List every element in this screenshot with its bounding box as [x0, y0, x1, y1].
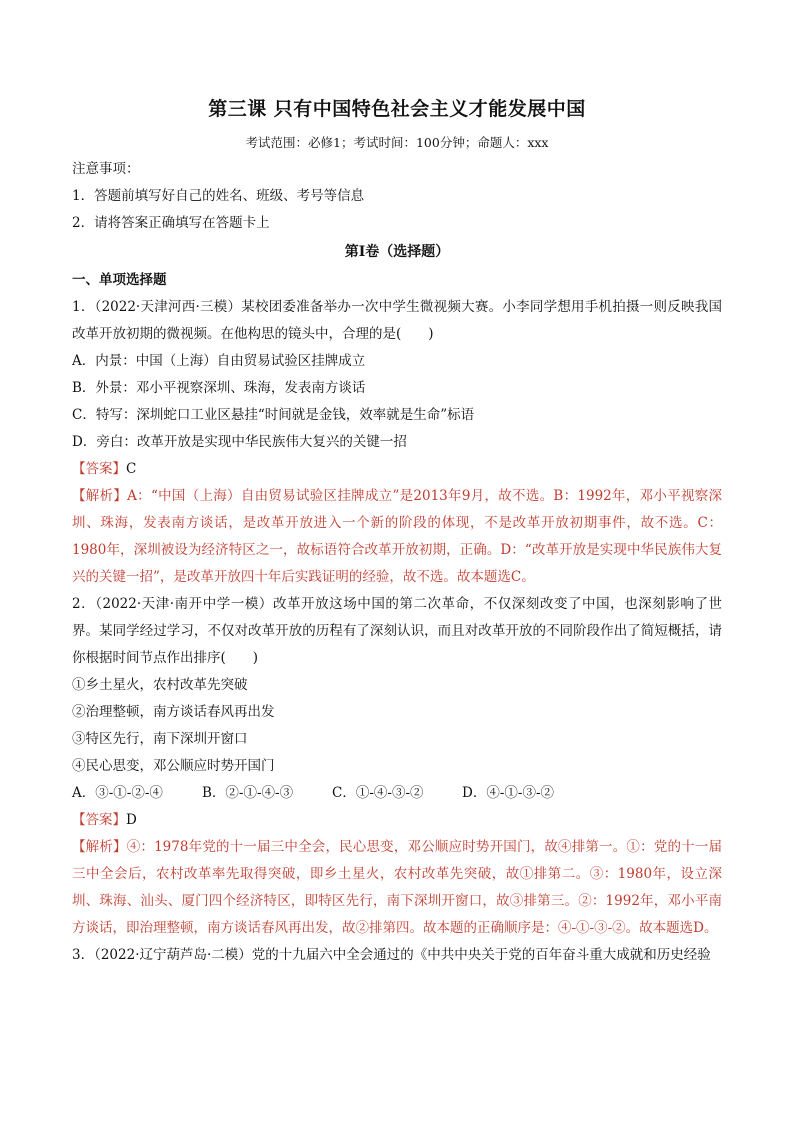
question-2-stem: 2．（2022·天津·南开中学一模）改革开放这场中国的第二次革命，不仅深刻改变了中国，也深刻影响了世界。某同学经过学习，不仅对改革开放的历程有了深刻认识，而且对改革开放的不同阶段作出了简短概括，请你根据时间节点作出排序( )	[72, 596, 722, 666]
question-1-stem: 1．（2022·天津河西·三模）某校团委准备举办一次中学生微视频大赛。小李同学想用手机拍摄一则反映我国改革开放初期的微视频。在他构思的镜头中，合理的是( )	[72, 299, 722, 342]
question-2-item: ③特区先行，南下深圳开窗口	[72, 731, 248, 747]
question-2-analysis	[72, 834, 722, 942]
analysis-label: 【解析】	[72, 839, 127, 855]
question-1-option-d: D．旁白：改革开放是实现中华民族伟大复兴的关键一招	[72, 434, 407, 450]
part-heading: 一、单项选择题	[72, 272, 167, 288]
document-title: 第三课 只有中国特色社会主义才能发展中国	[208, 98, 586, 120]
analysis-text: A：“中国（上海）自由贸易试验区挂牌成立”是2013年9月，故不选。B：1992年，邓小平视察深圳、珠海，发表南方谈话，是改革开放进入一个新的阶段的体现，不是改革开放初期事件，故不选。C：1980年，深圳被设为经济特区之一，故标语符合改革开放初期，正确。D：“改革开放是实现中华民族伟大复兴的关键一招”，是改革开放四十年后实践证明的经验，故不选。故本题选C。	[72, 488, 723, 585]
question-1-option-b: B．外景：邓小平视察深圳、珠海，发表南方谈话	[72, 380, 366, 396]
question-2-option-d: D．④-①-③-②	[462, 785, 555, 801]
question-2-item: ①乡土星火，农村改革先突破	[72, 677, 248, 693]
answer-value: D	[126, 812, 137, 828]
answer-label: 【答案】	[72, 461, 126, 477]
notes-heading: 注意事项：	[72, 161, 140, 177]
question-1-answer	[72, 456, 722, 483]
analysis-text: ④：1978年党的十一届三中全会，民心思变，邓公顺应时势开国门，故④排第一。①：党的十一届三中全会后，农村改革率先取得突破，即乡土星火，农村改革先突破，故①排第二。③：1980年，设立深圳、珠海、汕头、厦门四个经济特区，即特区先行，南下深圳开窗口，故③排第三。②：1992年，邓小平南方谈话，即治理整顿，南方谈话春风再出发，故②排第四。故本题的正确顺序是：④-①-③-②。故本题选D。	[72, 839, 723, 936]
answer-label: 【答案】	[72, 812, 126, 828]
question-1-option-a: A．内景：中国（上海）自由贸易试验区挂牌成立	[72, 353, 366, 369]
analysis-label: 【解析】	[72, 488, 128, 504]
question-2-item: ②治理整顿，南方谈话春风再出发	[72, 704, 275, 720]
note-item: 2．请将答案正确填写在答题卡上	[72, 215, 270, 231]
question-2-option-c: C．①-④-③-②	[332, 785, 424, 801]
question-2-option-a: A．③-①-②-④	[72, 785, 163, 801]
document-page	[72, 92, 722, 969]
note-item: 1．答题前填写好自己的姓名、班级、考号等信息	[72, 188, 365, 204]
section-title: 第I卷（选择题）	[344, 244, 450, 260]
exam-info: 考试范围：必修1；考试时间：100分钟；命题人：xxx	[245, 135, 549, 150]
question-2-options	[72, 780, 722, 807]
question-1-analysis	[72, 483, 722, 591]
question-3-stem: 3．（2022·辽宁葫芦岛·二模）党的十九届六中全会通过的《中共中央关于党的百年奋斗重大成就和历史经验	[72, 947, 711, 963]
question-2-option-b: B．②-①-④-③	[202, 785, 294, 801]
question-1-option-c: C．特写：深圳蛇口工业区悬挂“时间就是金钱，效率就是生命”标语	[72, 407, 475, 423]
question-2-answer	[72, 807, 722, 834]
answer-value: C	[126, 461, 137, 477]
question-2-item: ④民心思变，邓公顺应时势开国门	[72, 758, 275, 774]
